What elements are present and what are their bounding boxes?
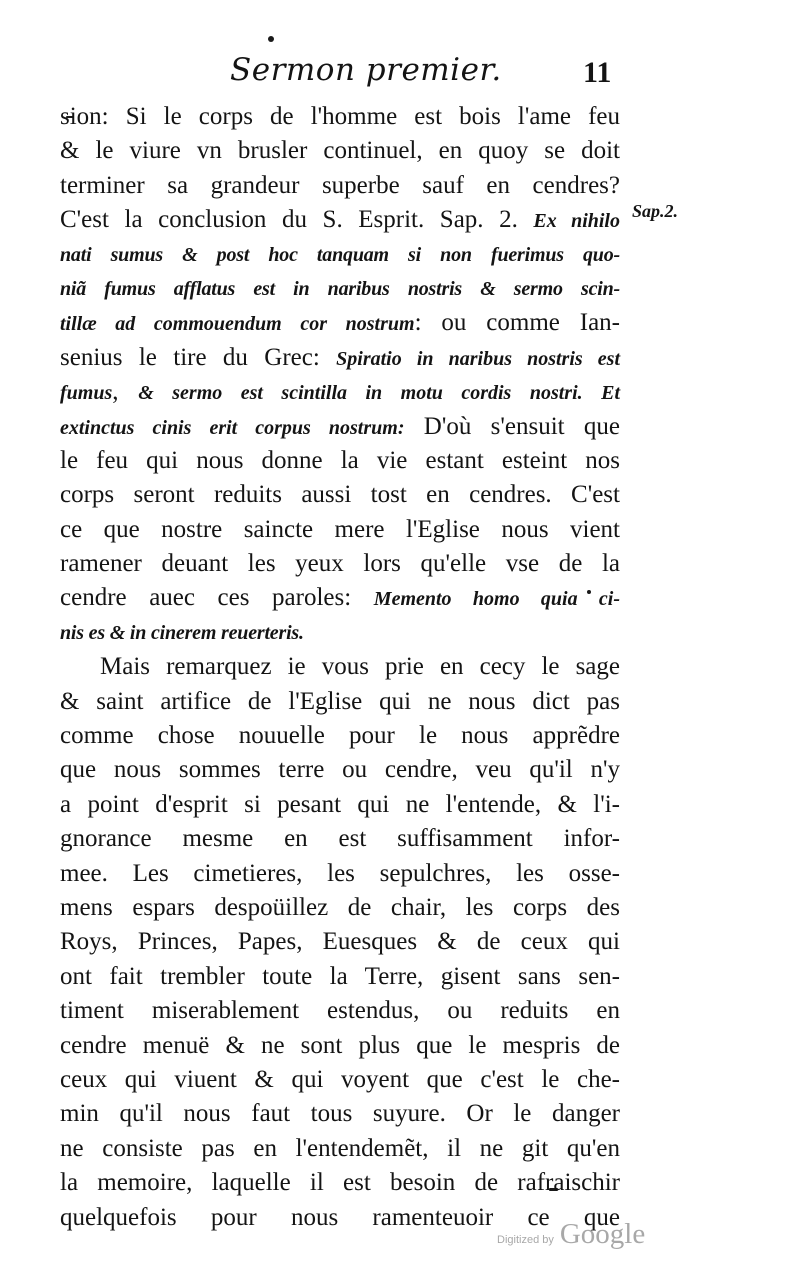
text-line: ont fait trembler toute la Terre, gisent sans sen- bbox=[60, 962, 620, 990]
text-line: fumus, & sermo est scintilla in motu cordis nostri. Et bbox=[60, 378, 620, 406]
body-text bbox=[60, 100, 620, 1235]
text-line: cendre auec ces paroles: Memento homo quia ci- bbox=[60, 584, 620, 612]
text-line: ne consiste pas en l'entendemẽt, il ne git qu'en bbox=[60, 1134, 620, 1162]
text-line: ramener deuant les yeux lors qu'elle vse de la bbox=[60, 550, 620, 578]
text-line: a point d'esprit si pesant qui ne l'entende, & l'i- bbox=[60, 790, 620, 818]
text-line: tillæ ad commouendum cor nostrum: ou comme Ian- bbox=[60, 309, 620, 337]
text-line: ce que nostre saincte mere l'Eglise nous vient bbox=[60, 515, 620, 543]
text-line-latin: nati sumus & post hoc tanquam si non fuerimus quo- bbox=[60, 243, 620, 266]
text-line: senius le tire du Grec: Spiratio in naribus nostris est bbox=[60, 343, 621, 371]
text-line: Roys, Princes, Papes, Euesques & de ceux qui bbox=[60, 928, 620, 956]
text-line: le feu qui nous donne la vie estant esteint nos bbox=[60, 446, 620, 474]
latin-quote: extinctus cinis erit corpus nostrum: bbox=[60, 416, 405, 439]
running-head-title: Sermon premier. bbox=[230, 52, 502, 88]
watermark-brand: Google bbox=[559, 1218, 646, 1250]
text-line: extinctus cinis erit corpus nostrum: D'où s'ensuit que bbox=[60, 412, 620, 440]
latin-quote: Spiratio in naribus nostris est bbox=[336, 347, 621, 370]
text-line: timent miserablement estendus, ou reduits en bbox=[60, 997, 620, 1025]
text-line: & le viure vn brusler continuel, en quoy se doit bbox=[60, 137, 620, 165]
ink-speck bbox=[268, 36, 274, 42]
text-line: C'est la conclusion du S. Esprit. Sap. 2. Ex nihilo bbox=[60, 206, 620, 234]
latin-quote: Memento homo quia ci- bbox=[373, 588, 620, 611]
text-line-latin: nis es & in cinerem reuerteris. bbox=[60, 621, 304, 644]
text-line: mens espars despoüillez de chair, les corps des bbox=[60, 893, 620, 921]
text-line: que nous sommes terre ou cendre, veu qu'il n'y bbox=[60, 756, 620, 784]
text-line: min qu'il nous faut tous suyure. Or le danger bbox=[60, 1100, 620, 1128]
text-line: & saint artifice de l'Eglise qui ne nous dict pas bbox=[60, 687, 620, 715]
text-line: corps seront reduits aussi tost en cendres. C'est bbox=[60, 481, 620, 509]
latin-quote: fumus bbox=[60, 382, 113, 405]
text-line: comme chose nouuelle pour le nous apprẽdre bbox=[60, 722, 620, 750]
text-line: gnorance mesme en est suffisamment infor- bbox=[60, 825, 620, 853]
text-line: sion: Si le corps de l'homme est bois l'ame feu bbox=[60, 103, 620, 130]
google-watermark bbox=[497, 1218, 645, 1251]
text-line: mee. Les cimetieres, les sepulchres, les osse- bbox=[60, 859, 620, 887]
text-line-latin: niã fumus afflatus est in naribus nostris & sermo scin- bbox=[60, 277, 620, 300]
latin-quote: tillæ ad commouendum cor nostrum bbox=[60, 313, 415, 336]
latin-quote: Ex nihilo bbox=[533, 210, 620, 233]
page-number: 11 bbox=[583, 56, 612, 89]
latin-quote: & sermo est scintilla in motu cordis nostri. Et bbox=[138, 382, 620, 405]
text-line: la memoire, laquelle il est besoin de rafraischir bbox=[60, 1169, 620, 1197]
marginal-note: Sap.2. bbox=[632, 201, 679, 221]
paragraph-start-line: Mais remarquez ie vous prie en cecy le sage bbox=[100, 653, 620, 681]
text-line: quelquefois pour nous ramenteuoir ce que bbox=[60, 1203, 620, 1231]
watermark-prefix: Digitized by bbox=[497, 1234, 554, 1246]
text-line: terminer sa grandeur superbe sauf en cendres? bbox=[60, 171, 620, 199]
text-line: ceux qui viuent & qui voyent que c'est le che- bbox=[60, 1065, 620, 1093]
text-line: cendre menuë & ne sont plus que le mespris de bbox=[60, 1031, 620, 1059]
